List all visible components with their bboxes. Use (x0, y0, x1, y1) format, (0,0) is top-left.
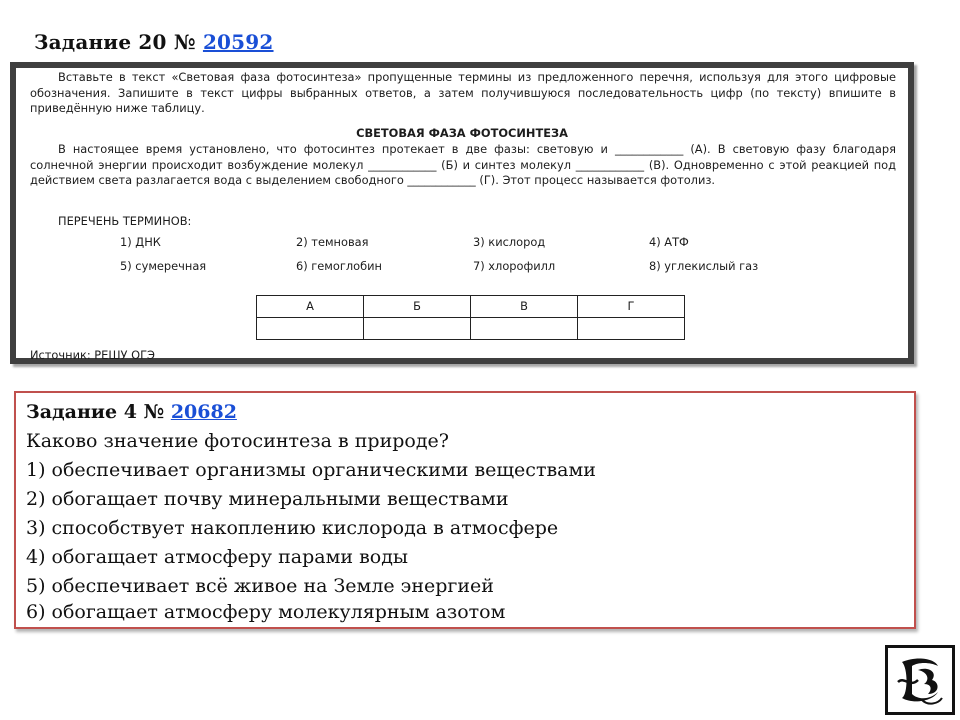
term-item: 2) темновая (296, 235, 369, 249)
task-4-number-link[interactable]: 20682 (170, 401, 237, 423)
answer-option: 5) обеспечивает всё живое на Земле энергией (26, 575, 494, 597)
term-item: 6) гемоглобин (296, 259, 382, 273)
source-text: Источник: РЕШУ ОГЭ (30, 348, 155, 362)
text-heading: СВЕТОВАЯ ФАЗА ФОТОСИНТЕЗА (356, 126, 568, 140)
table-header-a: А (257, 296, 364, 318)
passage-text: В настоящее время установлено, что фотосинтез протекает в две фазы: световую и ____________ (А). В световую фазу благодаря солнечной энергии происходит возбуждение молекул ____________ (Б) и синтез молекул ____________ (В). Одновременно с этой реакцией под действием света разлагается вода с выделением свободного ____________ (Г). Этот процесс называется фотолиз. (30, 142, 896, 188)
table-header-g: Г (578, 296, 685, 318)
answer-option: 2) обогащает почву минеральными веществами (26, 488, 509, 510)
answer-table (256, 295, 685, 340)
answer-option: 6) обогащает атмосферу молекулярным азотом (26, 601, 506, 623)
task-4-label: Задание 4 № (26, 401, 165, 423)
task-20-label: Задание 20 № (34, 30, 196, 54)
answer-option: 4) обогащает атмосферу парами воды (26, 546, 409, 568)
task-4-box (14, 391, 916, 629)
task-20-title (34, 30, 274, 54)
term-item: 7) хлорофилл (473, 259, 556, 273)
task-20-number-link[interactable]: 20592 (202, 30, 274, 54)
term-item: 3) кислород (473, 235, 546, 249)
term-item: 4) АТФ (649, 235, 689, 249)
answer-cell[interactable] (471, 318, 578, 340)
term-item: 8) углекислый газ (649, 259, 759, 273)
answer-cell[interactable] (578, 318, 685, 340)
answer-cell[interactable] (364, 318, 471, 340)
question-text: Каково значение фотосинтеза в природе? (26, 430, 449, 452)
terms-label: ПЕРЕЧЕНЬ ТЕРМИНОВ: (58, 214, 192, 228)
term-item: 1) ДНК (120, 235, 161, 249)
table-header-b: Б (364, 296, 471, 318)
task-intro-text: Вставьте в текст «Световая фаза фотосинтеза» пропущенные термины из предложенного перечня, используя для этого цифровые обозначения. Запишите в текст цифры выбранных ответов, а затем получившуюся последовательность цифр (по тексту) впишите в приведённую ниже таблицу. (30, 70, 896, 116)
term-item: 5) сумеречная (120, 259, 207, 273)
task-4-title (26, 401, 237, 423)
answer-option: 3) способствует накоплению кислорода в атмосфере (26, 517, 559, 539)
table-header-v: В (471, 296, 578, 318)
monogram-logo-icon (885, 645, 955, 715)
task-20-scan-frame (10, 62, 914, 364)
table-answer-row (257, 318, 685, 340)
answer-cell[interactable] (257, 318, 364, 340)
table-header-row (257, 296, 685, 318)
answer-option: 1) обеспечивает организмы органическими веществами (26, 459, 596, 481)
